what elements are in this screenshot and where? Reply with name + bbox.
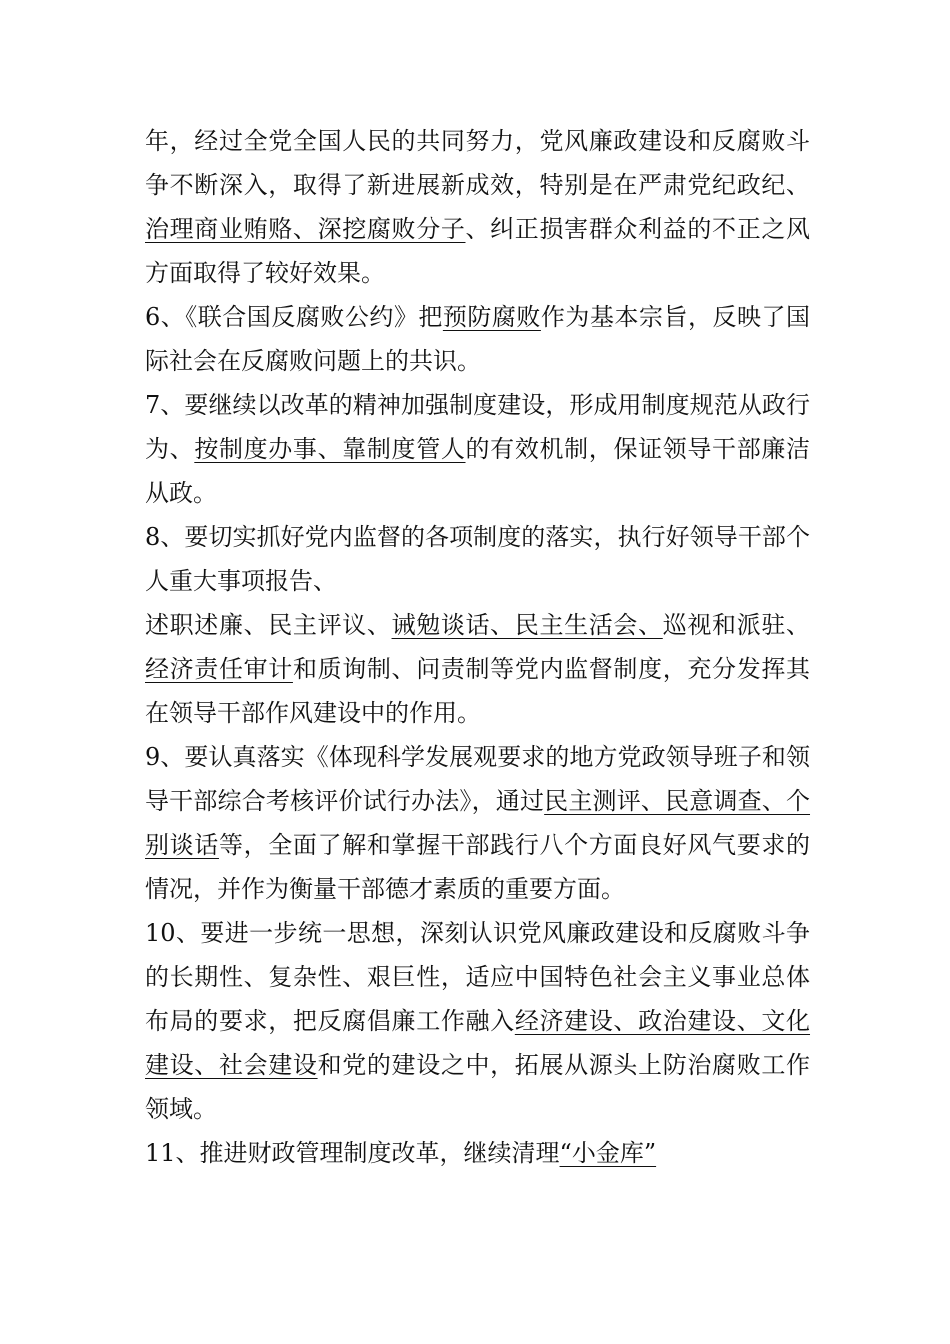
underlined-text: 治理商业贿赂、深挖腐败分子 <box>145 215 466 243</box>
text-segment: 和党的建设之中，拓展从源头上防治腐败工作领域。 <box>145 1051 810 1123</box>
text-segment: 10、要进一步统一思想，深刻认识党风廉政建设和反腐败斗争的长期性、复杂性、艰巨性，适应中国特色社会主义事业总体布局的要求，把反腐倡廉工作融入 <box>145 919 810 1035</box>
document-body <box>145 119 810 1175</box>
text-segment: 9、要认真落实《体现科学发展观要求的地方党政领导班子和领导干部综合考核评价试行办法》，通过 <box>145 743 810 815</box>
text-segment: 、纠正损害群众利益的不正之风方面取得了较好效果。 <box>145 215 810 287</box>
paragraph-p5 <box>145 119 810 295</box>
text-segment: 8、要切实抓好党内监督的各项制度的落实，执行好领导干部个人重大事项报告、 <box>145 523 810 595</box>
text-segment: 述职述廉、民主评议、 <box>145 611 392 639</box>
paragraph-p9 <box>145 735 810 911</box>
paragraph-p11 <box>145 1131 810 1175</box>
paragraph-p8b <box>145 603 810 735</box>
paragraph-p7 <box>145 383 810 515</box>
text-segment: 和质询制、问责制等党内监督制度，充分发挥其在领导干部作风建设中的作用。 <box>145 655 811 727</box>
underlined-text: 按制度办事、靠制度管人 <box>194 435 466 463</box>
text-segment: 巡视和派驻、 <box>662 611 811 639</box>
underlined-text: 经济建设、政治建设、文化建设、社会建设 <box>145 1007 811 1079</box>
underlined-text: “小金库” <box>559 1139 657 1167</box>
text-segment: 等，全面了解和掌握干部践行八个方面良好风气要求的情况，并作为衡量干部德才素质的重要方面。 <box>145 831 811 903</box>
text-segment: 6、《联合国反腐败公约》把 <box>145 303 443 331</box>
text-segment: 年，经过全党全国人民的共同努力，党风廉政建设和反腐败斗争不断深入，取得了新进展新成效，特别是在严肃党纪政纪、 <box>145 127 810 199</box>
underlined-text: 诫勉谈话、民主生活会、 <box>391 611 663 639</box>
paragraph-p8a <box>145 515 810 603</box>
text-segment: 的有效机制，保证领导干部廉洁从政。 <box>145 435 811 507</box>
underlined-text: 预防腐败 <box>442 303 541 331</box>
text-segment: 作为基本宗旨，反映了国际社会在反腐败问题上的共识。 <box>145 303 811 375</box>
paragraph-p6 <box>145 295 810 383</box>
underlined-text: 民主测评、民意调查、个别谈话 <box>145 787 811 859</box>
underlined-text: 经济责任审计 <box>145 655 293 683</box>
paragraph-p10 <box>145 911 810 1131</box>
text-segment: 11、推进财政管理制度改革，继续清理 <box>145 1139 560 1167</box>
text-segment: 7、要继续以改革的精神加强制度建设，形成用制度规范从政行为、 <box>145 391 810 463</box>
